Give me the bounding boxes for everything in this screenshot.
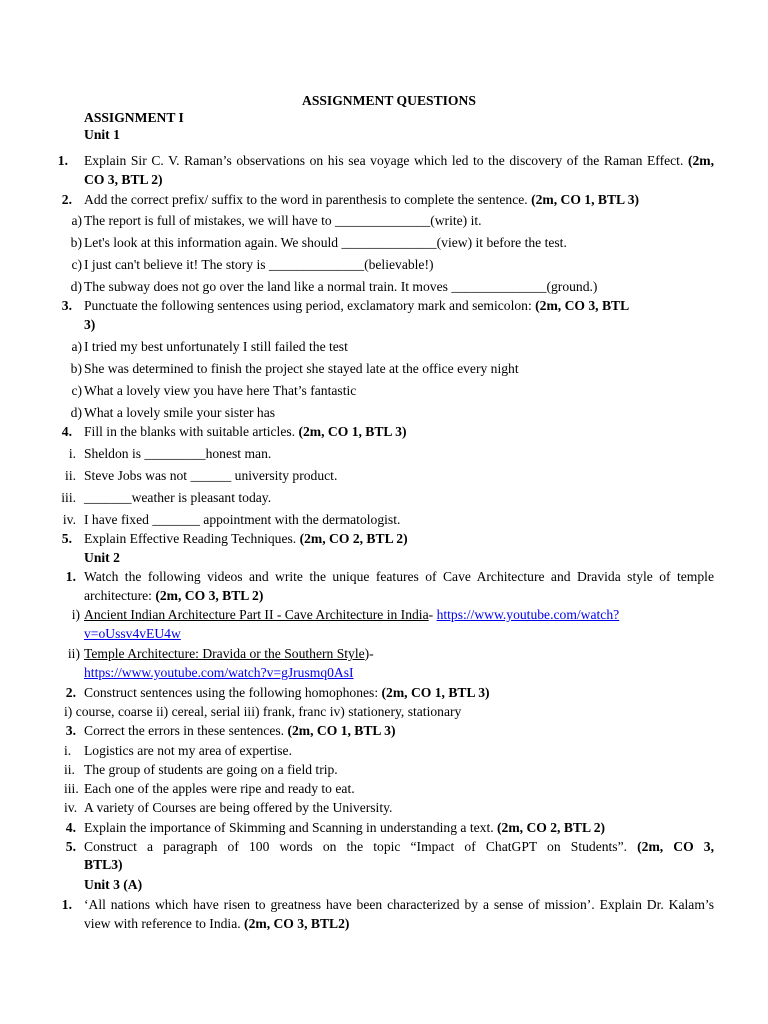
question-text [84, 721, 395, 740]
sub-item-text: I just can't believe it! The story is [84, 257, 269, 272]
sub-label: c) [71, 257, 82, 272]
blank: ______________ [268, 257, 365, 272]
sub-item-text: (believable!) [364, 257, 434, 272]
sub-label: b) [70, 361, 82, 376]
question-text [84, 190, 639, 209]
marks-tag: 3) [84, 317, 96, 332]
question-line: ‘All nations which have risen to greatness have been characterized by a sense of mission’. Explain [84, 897, 642, 912]
sub-label: i. [68, 446, 76, 461]
question-line: Explain Sir C. V. Raman’s observations on his sea voyage which led to the discovery of the Raman [84, 153, 643, 168]
sub-label: d) [70, 405, 82, 420]
question-number: 4. [61, 424, 72, 439]
sub-item-text: (ground.) [546, 279, 598, 294]
marks-tag: (2m, CO 2, BTL 2) [497, 820, 606, 835]
question-number: 4. [65, 820, 76, 835]
sub-item-text: Each one of the apples were ripe and ready to eat. [84, 781, 355, 796]
video-link[interactable]: https://www.youtube.com/watch? [436, 607, 620, 622]
question-number: 5. [61, 531, 72, 546]
sub-item-text: Logistics are not my area of expertise. [84, 743, 292, 758]
sub-item-text: I tried my best unfortunately I still failed the test [84, 339, 348, 354]
sub-item [84, 255, 434, 274]
sub-item-text: A variety of Courses are being offered by the University. [84, 800, 393, 815]
question-line: Fill in the blanks with suitable articles. [84, 424, 296, 439]
marks-tag: (2m, CO 3, BTL2) [244, 916, 350, 931]
question-text [84, 567, 714, 605]
marks-tag: (2m, CO 3, BTL [535, 298, 630, 313]
sub-item-text: (view) it before the test. [436, 235, 567, 250]
question-text [84, 296, 714, 315]
sub-label: iv. [62, 512, 76, 527]
video-title: Temple Architecture: Dravida or the Southern Style [84, 646, 365, 661]
video-link[interactable]: v=oUssv4vEU4w [84, 626, 181, 641]
video-item [84, 644, 374, 663]
question-line: Correct the errors in these sentences. [84, 723, 285, 738]
sub-item [84, 211, 482, 230]
marks-tag: (2m, CO 3, BTL 2) [155, 588, 264, 603]
sub-label: iii. [64, 781, 79, 796]
video-item [84, 605, 619, 624]
unit-heading-3: Unit 3 (A) [84, 877, 143, 892]
sub-item-text: Let's look at this information again. We should [84, 235, 342, 250]
page-title: ASSIGNMENT QUESTIONS [302, 93, 476, 108]
sub-label: iii. [61, 490, 76, 505]
video-link[interactable]: https://www.youtube.com/watch?v=gJrusmq0AsI [84, 665, 354, 680]
sub-item [84, 233, 567, 252]
question-number: 3. [61, 298, 72, 313]
video-title: Ancient Indian Architecture Part II - Cave Architecture in India [84, 607, 429, 622]
question-line: Explain Effective Reading Techniques. [84, 531, 297, 546]
question-text [84, 151, 714, 189]
blank: ______________ [451, 279, 547, 294]
question-line: temple architecture: [84, 569, 714, 603]
sub-label: b) [70, 235, 82, 250]
sub-item-text: Steve Jobs was not ______ university product. [84, 468, 338, 483]
sub-item-text: The group of students are going on a field trip. [84, 762, 338, 777]
question-line: Construct a paragraph of 100 words on the topic “Impact of ChatGPT on Students”. [84, 839, 628, 854]
sub-label: ii. [65, 468, 76, 483]
marks-tag: (2m, CO 3, BTL 2) [84, 153, 714, 187]
sub-label: i) [71, 607, 80, 622]
question-number: 5. [65, 839, 76, 854]
assignment-heading: ASSIGNMENT I [84, 110, 184, 125]
homophone-list: i) course, coarse ii) cereal, serial iii) frank, franc iv) stationery, stationary [64, 704, 462, 719]
sub-label: iv. [64, 800, 78, 815]
marks-tag: BTL3) [84, 857, 123, 872]
marks-tag: (2m, CO 2, BTL 2) [299, 531, 408, 546]
question-text [84, 818, 605, 837]
question-line: Construct sentences using the following homophones: [84, 685, 379, 700]
sub-item-text: _______weather is pleasant today. [84, 490, 272, 505]
sub-label: ii) [67, 646, 80, 661]
sub-item-text: What a lovely view you have here That’s fantastic [84, 383, 357, 398]
sub-item [84, 277, 597, 296]
sub-item-text: The report is full of mistakes, we will have to [84, 213, 336, 228]
question-text [84, 529, 408, 548]
question-text [84, 683, 490, 702]
question-text [84, 422, 406, 441]
question-line: Punctuate the following sentences using period, exclamatory mark and semicolon: [84, 298, 532, 313]
sub-label: i. [64, 743, 72, 758]
marks-tag: (2m, CO 1, BTL 3) [287, 723, 396, 738]
marks-tag: (2m, CO 1, BTL 3) [381, 685, 490, 700]
question-number: 1. [65, 569, 76, 584]
blank: ______________ [341, 235, 437, 250]
sub-label: ii. [64, 762, 75, 777]
question-line: Dr. Kalam’s view with reference to India. [84, 897, 714, 931]
unit-heading-2: Unit 2 [84, 550, 120, 565]
question-number: 1. [61, 897, 72, 912]
question-line: Watch the following videos and write the unique features of Cave Architecture and Dravida style of [84, 569, 671, 584]
question-number: 3. [65, 723, 76, 738]
sub-item-text: (write) it. [430, 213, 482, 228]
sub-item-text: What a lovely smile your sister has [84, 405, 276, 420]
separator: - [428, 607, 437, 622]
question-number: 2. [65, 685, 76, 700]
question-line: Explain the importance of Skimming and Scanning in understanding a text. [84, 820, 494, 835]
question-number: 1. [57, 153, 68, 168]
sub-item-text: I have fixed _______ appointment with the dermatologist. [84, 512, 401, 527]
sub-item-text: Sheldon is _________honest man. [84, 446, 272, 461]
sub-label: c) [71, 383, 82, 398]
sub-label: a) [71, 213, 82, 228]
unit-heading-1: Unit 1 [84, 127, 120, 142]
sub-item-text: The subway does not go over the land like a normal train. It moves [84, 279, 452, 294]
marks-tag: (2m, CO 1, BTL 3) [298, 424, 407, 439]
question-number: 2. [61, 192, 72, 207]
separator: )- [364, 646, 374, 661]
sub-item-text: She was determined to finish the project she stayed late at the office every night [84, 361, 519, 376]
marks-tag: (2m, CO 1, BTL 3) [531, 192, 640, 207]
question-line: Effect. [647, 153, 684, 168]
question-line: Add the correct prefix/ suffix to the word in parenthesis to complete the sentence. [84, 192, 528, 207]
blank: ______________ [335, 213, 431, 228]
sub-label: a) [71, 339, 82, 354]
question-text [84, 837, 714, 856]
sub-label: d) [70, 279, 82, 294]
question-text [84, 895, 714, 933]
marks-tag: (2m, CO 3, [637, 839, 714, 854]
